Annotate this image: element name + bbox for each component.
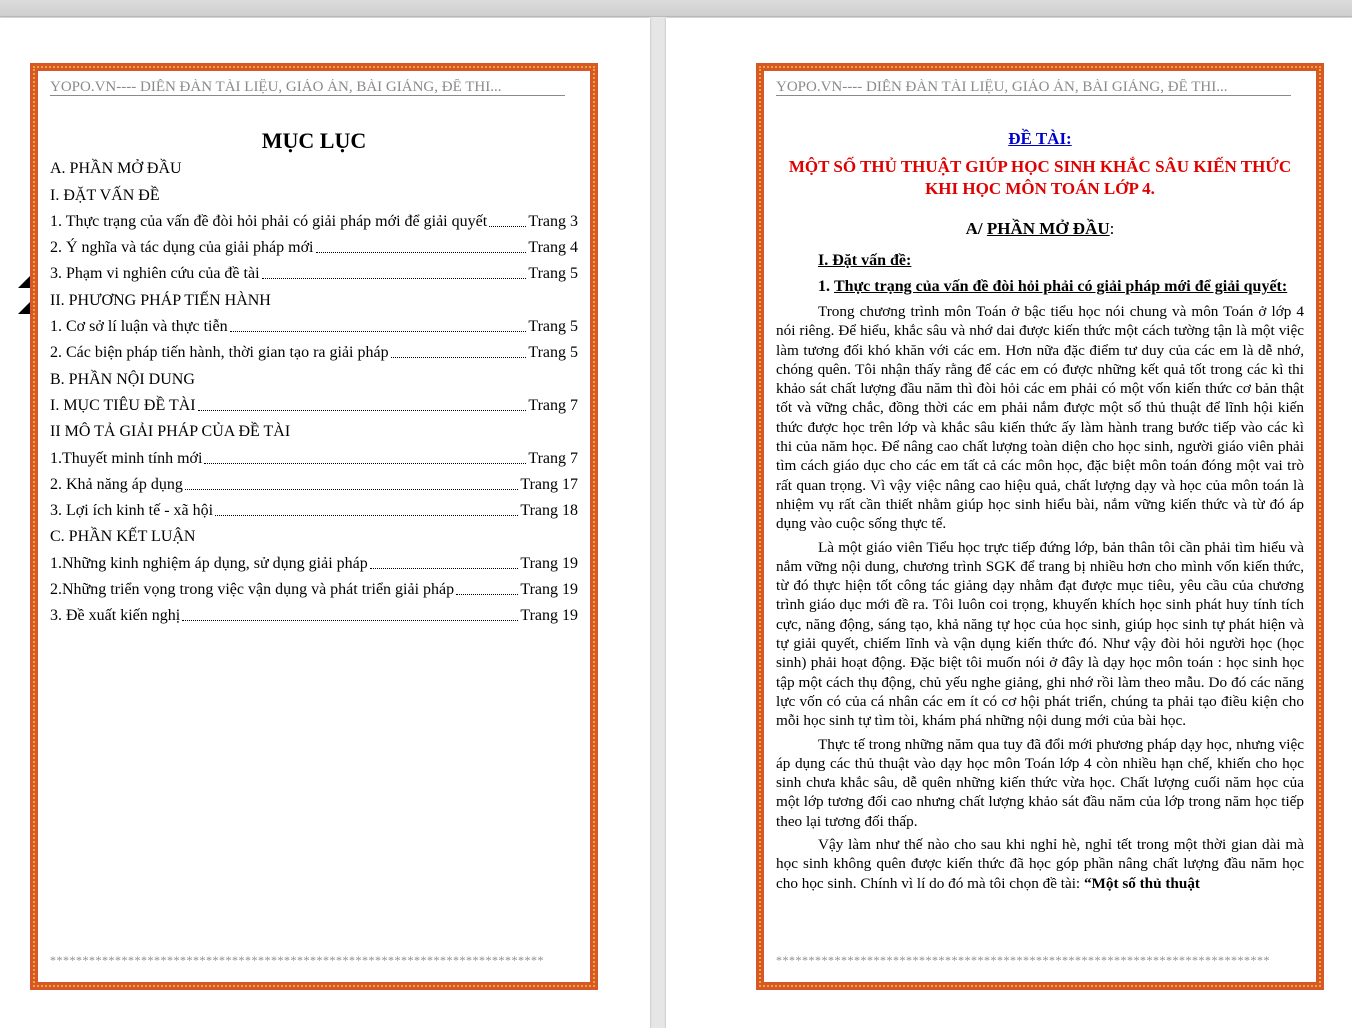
body-paragraph [776,835,1304,893]
toc-leader-dots [262,278,527,279]
toc-entry[interactable] [50,391,578,417]
decorative-page-border [30,63,598,990]
toc-heading: A. PHẦN MỞ ĐẦU [50,160,182,178]
toc-entry-label: 3. Đề xuất kiến nghị [50,607,181,625]
toc-leader-dots [182,620,518,621]
document-page-right [666,18,1352,1028]
comment-marker-icon[interactable] [18,276,30,288]
body-paragraph: Thực tế trong những năm qua tuy đã đổi mới phương pháp dạy học, nhưng việc áp dụng các thủ thuật vào dạy học môn Toán lớp 4 còn nhiều hạn chế, khiến cho học sinh chưa khắc sâu, dễ quên những kiến thức vừa học. Chất lượng cuối năm học của một lớp tương đối cao nhưng chất lượng khảo sát đầu năm của lớp trong năm học tiếp theo lại tương đối thấp. [776,735,1304,830]
toc-heading: II. PHƯƠNG PHÁP TIẾN HÀNH [50,291,271,309]
doc-subtitle: MỘT SỐ THỦ THUẬT GIÚP HỌC SINH KHẮC SÂU KIẾN THỨC KHI HỌC MÔN TOÁN LỚP 4. [788,157,1292,198]
toc-page-number: Trang 17 [520,475,578,493]
toc-entry[interactable] [50,207,578,233]
toc-page-number: Trang 4 [528,239,578,257]
toc-leader-dots [316,252,527,253]
toc-entry[interactable] [50,443,578,469]
toc-leader-dots [204,463,526,464]
toc-page-number: Trang 19 [520,607,578,625]
toc-heading: I. ĐẶT VẤN ĐỀ [50,186,160,204]
subsubsection-heading [818,276,1304,298]
toc-title: MỤC LỤC [261,128,367,153]
toc-entry[interactable] [50,233,578,259]
decorative-page-border [756,63,1324,990]
section-suffix: : [1109,219,1115,238]
toc-page-number: Trang 5 [528,318,578,336]
toc-entry-label: 2. Ý nghĩa và tác dụng của giải pháp mới [50,239,314,257]
toc-heading: C. PHẦN KẾT LUẬN [50,528,196,546]
page-content [776,79,1304,974]
page-header: YOPO.VN---- DIỄN ĐÀN TÀI LIỆU, GIÁO ÁN, BÀI GIẢNG, ĐỀ THI... [776,79,1291,96]
toc-entry[interactable] [50,601,578,627]
toc-entry-label: 1.Thuyết minh tính mới [50,449,203,467]
toc-entry-label: 3. Lợi ích kinh tế - xã hội [50,502,214,520]
toc-page-number: Trang 3 [528,212,578,230]
comment-marker-icon[interactable] [18,302,30,314]
subsubsection-label: Thực trạng của vấn đề đòi hỏi phải có giải pháp mới để giải quyết: [834,278,1288,295]
toc-entry-label: 1. Cơ sở lí luận và thực tiễn [50,318,228,336]
toc-entry-label: 2. Khả năng áp dụng [50,475,183,493]
toc-entry-label: 1. Thực trạng của vấn đề đòi hỏi phải có giải pháp mới để giải quyết [50,212,488,230]
toc-entry[interactable] [50,575,578,601]
body-paragraph: Là một giáo viên Tiểu học trực tiếp đứng lớp, bản thân tôi cần phải tìm hiểu và nắm vững nội dung, chương trình SGK để trang bị nhiều hơn cho mình vốn kiến thức, từ đó thực hiện tốt công tác giảng dạy nhằm đạt được mục tiêu, yêu cầu của chương trình giáo dục mới đề ra. Tôi luôn coi trọng, khuyến khích học sinh phát huy tính tích cực, năng động, sáng tạo, khả năng tự học của học sinh, giúp học sinh tự phát hiện và tự giải quyết, chiếm lĩnh và vận dụng kiến thức đó. Như vậy đòi hỏi người học (học sinh) phải hoạt động. Đặc biệt tôi muốn nói ở đây là dạy học môn toán : học sinh học tập một cách thụ động, chủ yếu nghe giảng, ghi nhớ rồi làm theo mẫu. Do đó các năng lực vốn có của cá nhân các em ít có cơ hội phát triển, chúng ta phải tạo điều kiện cho mỗi học sinh tự tìm tòi, khám phá những nội dung mới của bài học. [776,538,1304,730]
page-header: YOPO.VN---- DIỄN ĐÀN TÀI LIỆU, GIÁO ÁN, BÀI GIẢNG, ĐỀ THI... [50,79,565,96]
page-footer: **************************************************************************** [776,953,1270,967]
toc-entry[interactable] [50,548,578,574]
toc-page-number: Trang 7 [528,396,578,414]
subsection-heading [818,250,1304,272]
page-content [50,79,578,974]
toc-entry[interactable] [50,496,578,522]
toc-entry-label: 1.Những kinh nghiệm áp dụng, sử dụng giải pháp [50,554,368,572]
toc-page-number: Trang 5 [528,344,578,362]
toc-entry-label: I. MỤC TIÊU ĐỀ TÀI [50,396,196,414]
toc-leader-dots [198,410,527,411]
toc-entry-label: 2.Những triển vọng trong việc vận dụng và phát triển giải pháp [50,581,455,599]
toc-entry[interactable] [50,259,578,285]
section-label: PHẦN MỞ ĐẦU [986,219,1110,238]
toc-entry-label: 2. Các biện pháp tiến hành, thời gian tạo ra giải pháp [50,344,389,362]
toc-leader-dots [456,594,518,595]
doc-title: ĐỀ TÀI: [1008,129,1072,148]
toc-page-number: Trang 7 [528,449,578,467]
toc-page-number: Trang 19 [520,554,578,572]
toc-heading: II MÔ TẢ GIẢI PHÁP CỦA ĐỀ TÀI [50,423,291,441]
section-heading [776,218,1304,240]
toc-leader-dots [391,357,527,358]
toc-heading: B. PHẦN NỘI DUNG [50,370,195,388]
toc-entry[interactable] [50,338,578,364]
page-footer: **************************************************************************** [50,953,544,967]
toc-leader-dots [215,515,518,516]
subsubsection-prefix: 1. [818,278,834,295]
toc-leader-dots [185,489,519,490]
section-prefix: A/ [965,219,987,238]
toc-leader-dots [370,568,519,569]
toc-entry[interactable] [50,470,578,496]
toc-page-number: Trang 19 [520,581,578,599]
toc-page-number: Trang 18 [520,502,578,520]
window-top-bar [0,0,1352,17]
toc-page-number: Trang 5 [528,265,578,283]
toc-entry[interactable] [50,312,578,338]
toc-entry-label: 3. Phạm vi nghiên cứu của đề tài [50,265,260,283]
document-page-left [0,18,650,1028]
paragraph-text: Vậy làm như thế nào cho sau khi nghỉ hè, nghỉ tết trong một thời gian dài mà học sinh không quên được kiến thức đã học góp phần nâng chất lượng đầu năm học cho học sinh. Chính vì lí do đó mà tôi chọn đề tài: [776,836,1304,892]
subsection-label: I. Đặt vấn đề: [818,252,912,269]
paragraph-bold-text: “Một số thủ thuật [1083,874,1200,892]
toc-leader-dots [230,331,527,332]
body-paragraph: Trong chương trình môn Toán ở bậc tiểu học nói chung và môn Toán ở lớp 4 nói riêng. Để hiểu, khắc sâu và nhớ dai được kiến thức một cách tường tận là một việc làm tương đối khó khăn với các em. Hơn nữa đặc điểm tư duy của các em là dễ nhớ, chóng quên. Tôi nhận thấy rằng để các em có được những kết quả tốt trong các kì thi khảo sát chất lượng đầu năm thì đòi hỏi các em phải có một vốn kiến thức cơ bản thật tốt và vững chắc, đồng thời các em phải nắm được một số thủ thuật để lĩnh hội kiến thức được học trên lớp và khắc sâu kiến thức ấy làm hành trang bước tiếp vào các kì thi của năm học. Để nâng cao chất lượng toàn diện cho học sinh, người giáo viên phải tìm cách giáo dục cho các em tất cả các môn học, đặc biệt môn toán đóng một vai trò rất quan trọng. Vì vậy việc nâng cao hiệu quả, chất lượng dạy và học của môn toán là nhiệm vụ rất cần thiết nhằm giúp học sinh hiểu bài, nắm vững kiến thức và từ đó áp dụng vào cuộc sống thực tế. [776,303,1304,533]
toc-leader-dots [489,226,526,227]
toc-list [50,154,578,627]
